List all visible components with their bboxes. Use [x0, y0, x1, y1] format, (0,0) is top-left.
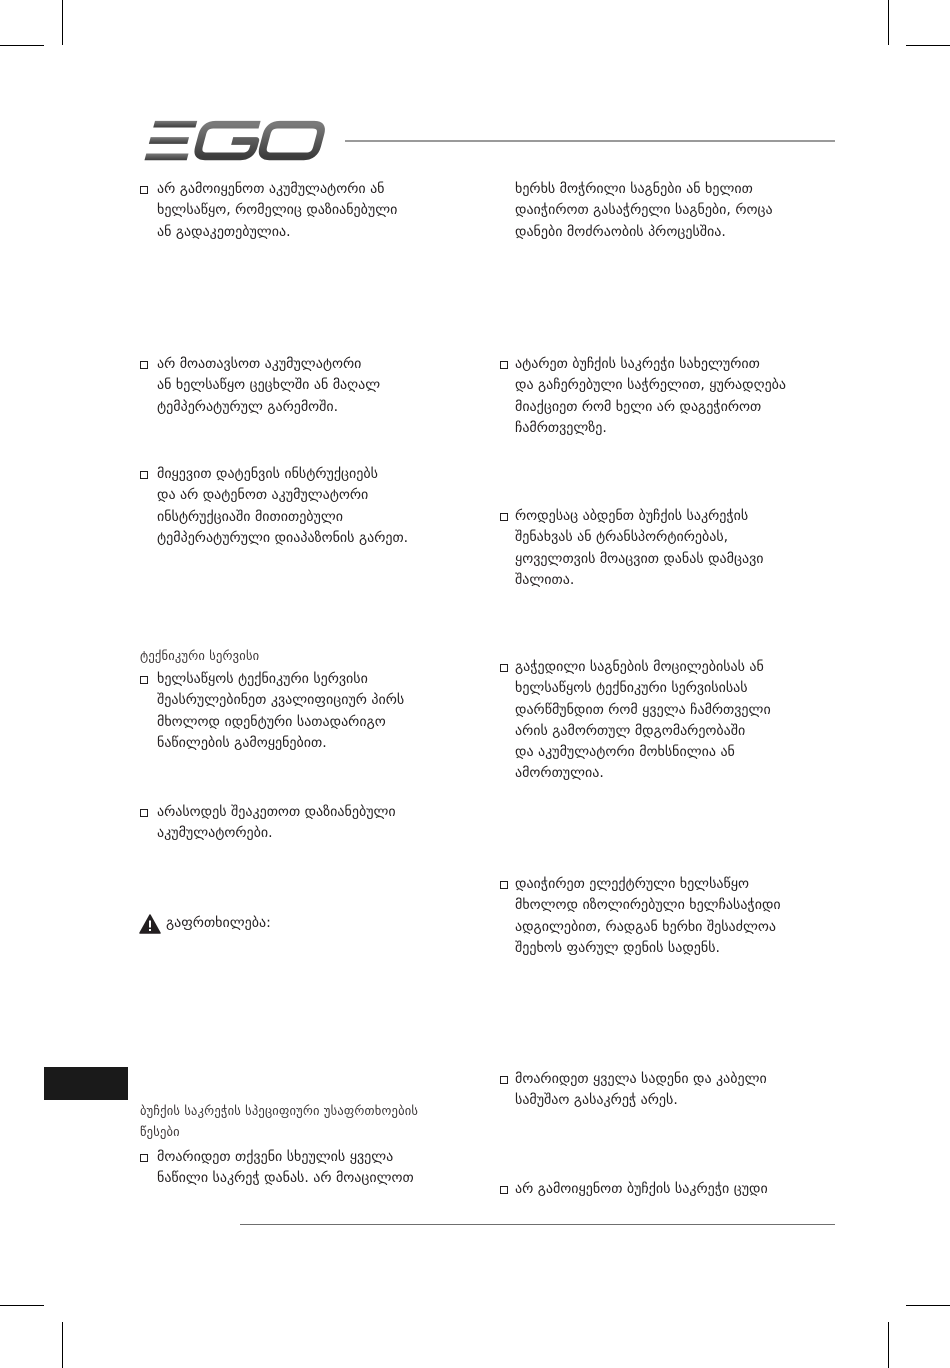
warning-label: გაფრთხილება:	[166, 915, 271, 931]
text-line: ხერხს მოჭრილი საგნები ან ხელით	[515, 181, 753, 197]
crop-mark	[0, 1305, 44, 1306]
text-line: მიყევით დატენვის ინსტრუქციებს	[157, 466, 378, 482]
text-line: ადგილებით, რადგან ხერხი შესაძლოა	[515, 918, 776, 935]
text-line: როდესაც აბდენთ ბუჩქის საკრეჭის	[515, 508, 749, 524]
text-line: არ გამოიყენოთ ბუჩქის საკრეჭი ცუდი	[515, 1181, 768, 1197]
text-line: ხელსაწყოს ტექნიკური სერვისისას	[515, 680, 748, 697]
section-heading	[140, 645, 259, 666]
list-item	[140, 1147, 414, 1190]
text-line: გაჭედილი საგნების მოცილებისას ან	[515, 659, 764, 675]
list-item	[140, 464, 408, 549]
text-line: და გაჩერებული საჭრელით, ყურადღება	[515, 377, 787, 394]
bullet-icon	[140, 676, 148, 684]
bullet-icon	[140, 1154, 148, 1162]
warning-icon	[139, 914, 161, 934]
text-line: ნაწილების გამოყენებით.	[157, 734, 327, 751]
text-line: ხელსაწყოს ტექნიკური სერვისი	[157, 671, 368, 687]
list-item	[140, 179, 397, 243]
list-item	[140, 802, 396, 845]
text-line: ან გადაკეთებულია.	[157, 223, 291, 240]
bullet-icon	[140, 471, 148, 479]
list-item-continuation	[500, 179, 773, 243]
list-item	[500, 657, 771, 785]
text-line: ან ხელსაწყო ცეცხლში ან მაღალ	[157, 377, 381, 394]
list-item	[500, 354, 786, 439]
text-line: არ გამოიყენოთ აკუმულატორი ან	[157, 181, 385, 197]
text-line: და არ დატენოთ აკუმულატორი	[157, 487, 369, 504]
text-line: მიაქციეთ რომ ხელი არ დაგეჭიროთ	[515, 398, 762, 415]
header-rule	[345, 140, 835, 142]
ego-logo	[138, 119, 330, 163]
text-line: აკუმულატორები.	[157, 825, 273, 842]
text-line: დარწმუნდით რომ ყველა ჩამრთველი	[515, 701, 771, 718]
text-line: ტემპერატურული დიაპაზონის გარეთ.	[157, 529, 409, 546]
bullet-icon	[500, 881, 508, 889]
bullet-icon	[500, 361, 508, 369]
text-line: მოარიდეთ თქვენი სხეულის ყველა	[157, 1149, 394, 1165]
list-item	[500, 1179, 768, 1200]
text-line: არ მოათავსოთ აკუმულატორი	[157, 356, 362, 372]
hedge-rules-heading: ბუჩქის საკრეჭის სპეციფიური უსაფრთხოების	[140, 1103, 419, 1118]
crop-mark	[0, 45, 44, 46]
bullet-icon	[500, 664, 508, 672]
crop-mark	[906, 1305, 950, 1306]
bullet-icon	[140, 809, 148, 817]
text-line: ნაწილი საკრეჭ დანას. არ მოაცილოთ	[157, 1170, 414, 1187]
text-line: და აკუმულატორი მოხსნილია ან	[515, 744, 735, 761]
list-item	[500, 506, 764, 591]
text-line: ინსტრუქციაში მითითებული	[157, 508, 344, 525]
text-line: დანები მოძრაობის პროცესშია.	[515, 223, 726, 240]
text-line: დაიჭიროთ გასაჭრელი საგნები, როცა	[515, 202, 773, 219]
section-heading	[140, 1100, 418, 1143]
list-item	[140, 354, 380, 418]
text-line: შეეხოს ფარულ დენის სადენს.	[515, 939, 720, 956]
section-tab	[44, 1067, 128, 1100]
text-line: სამუშაო გასაკრეჭ არეს.	[515, 1092, 678, 1109]
list-item	[140, 669, 404, 754]
text-line: ამორთულია.	[515, 765, 604, 782]
footer-rule	[240, 1224, 835, 1225]
service-heading: ტექნიკური სერვისი	[140, 648, 260, 663]
list-item	[500, 1069, 767, 1112]
text-line: შეასრულებინეთ კვალიფიციურ პირს	[157, 692, 405, 709]
warning-callout	[139, 913, 271, 934]
text-line: ატარეთ ბუჩქის საკრეჭი სახელურით	[515, 356, 760, 372]
hedge-rules-heading: წესები	[140, 1124, 180, 1140]
text-line: დაიჭირეთ ელექტრული ხელსაწყო	[515, 876, 750, 892]
text-line: ტემპერატურულ გარემოში.	[157, 398, 339, 415]
bullet-icon	[140, 186, 148, 194]
crop-mark	[888, 1322, 889, 1368]
text-line: ყოველთვის მოაცვით დანას დამცავი	[515, 550, 764, 567]
text-line: არასოდეს შეაკეთოთ დაზიანებული	[157, 804, 396, 820]
bullet-icon	[140, 361, 148, 369]
text-line: შალითა.	[515, 571, 575, 588]
text-line: ჩამრთველზე.	[515, 419, 607, 436]
crop-mark	[888, 0, 889, 45]
text-line: არის გამორთულ მდგომარეობაში	[515, 722, 746, 739]
bullet-icon	[500, 513, 508, 521]
bullet-icon	[500, 1186, 508, 1194]
text-line: ხელსაწყო, რომელიც დაზიანებული	[157, 202, 398, 219]
crop-mark	[62, 1322, 63, 1368]
text-line: მოარიდეთ ყველა სადენი და კაბელი	[515, 1071, 767, 1087]
list-item	[500, 874, 781, 959]
text-line: მხოლოდ იზოლირებული ხელჩასაჭიდი	[515, 897, 781, 914]
bullet-icon	[500, 1076, 508, 1084]
text-line: შენახვას ან ტრანსპორტირებას,	[515, 529, 729, 546]
crop-mark	[906, 45, 950, 46]
text-line: მხოლოდ იდენტური სათადარიგო	[157, 713, 386, 730]
crop-mark	[62, 0, 63, 45]
